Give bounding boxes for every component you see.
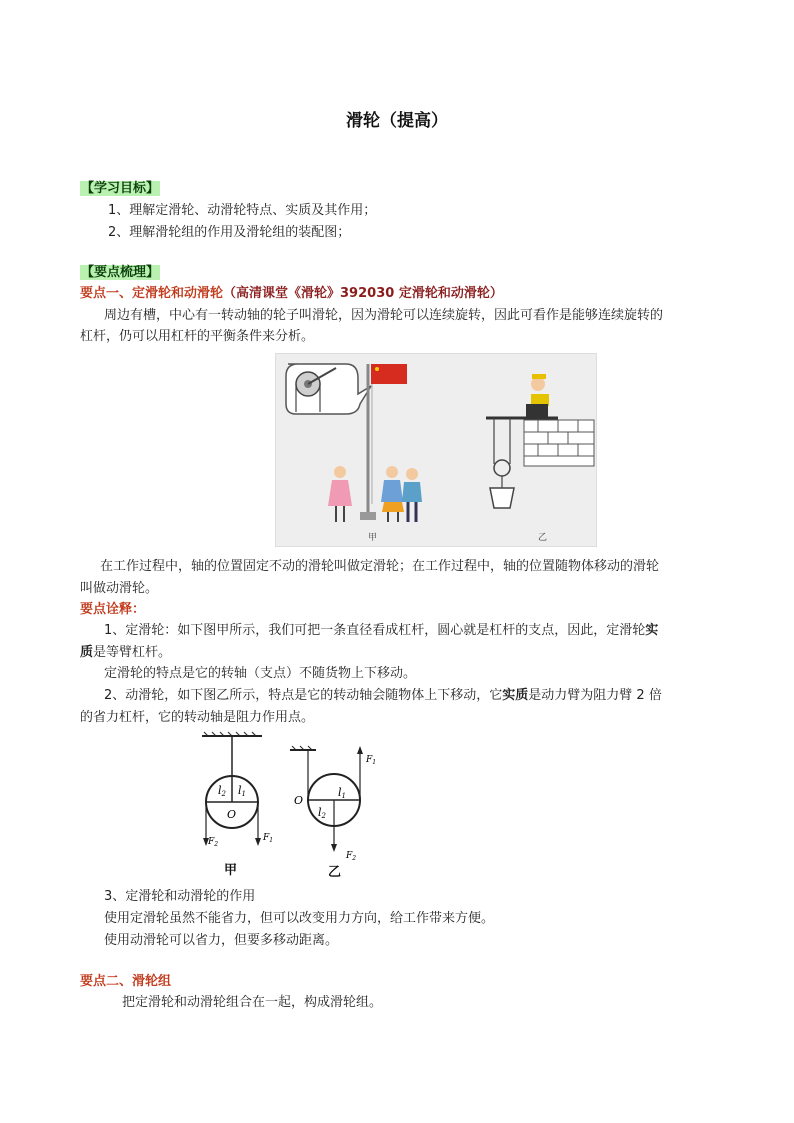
explanation-title: 要点诠释： <box>80 602 146 617</box>
bucket <box>490 488 514 508</box>
section2-title: 要点二、滑轮组 <box>80 974 172 989</box>
worker-scene <box>486 374 594 508</box>
explain-paragraph-2: 定滑轮的特点是它的转轴（支点）不随货物上下移动。 <box>104 666 417 681</box>
explanation-heading <box>80 599 720 621</box>
section1-heading <box>80 283 720 305</box>
illustration-label-left: 甲 <box>368 533 378 543</box>
definition-line-2: 叫做动滑轮。 <box>80 581 159 596</box>
explain-p1-bold-2: 质 <box>80 645 94 660</box>
explain-p1-bold-1: 实 <box>645 623 659 638</box>
section2-text: 把定滑轮和动滑轮组合在一起，构成滑轮组。 <box>122 995 383 1010</box>
definition-line-1: 在工作过程中，轴的位置固定不动的滑轮叫做定滑轮；在工作过程中，轴的位置随物体移动的滑轮 <box>100 559 660 574</box>
force-diagram-svg <box>190 730 390 880</box>
movable-pulley <box>494 460 510 476</box>
svg-text:F2: $F_2$ <box>346 851 357 862</box>
explain-p1-text-end: 是等臂杠杆。 <box>93 645 172 660</box>
svg-text:F1: $F_1$ <box>366 755 377 766</box>
explain-paragraph-3b: 的省力杠杆，它的转动轴是阻力作用点。 <box>80 710 315 725</box>
svg-text:l1: l1 <box>338 786 346 800</box>
svg-text:l2: l2 <box>218 784 226 798</box>
intro-line-1: 周边有槽，中心有一转动轴的轮子叫滑轮，因为滑轮可以连续旋转，因此可看作是能够连续旋转的 <box>104 308 664 323</box>
pulley-illustration-svg <box>276 354 596 546</box>
learning-goals-tag: 【学习目标】 <box>81 181 160 196</box>
illustration-label-right: 乙 <box>538 533 548 543</box>
section1-title: 要点一、定滑轮和动滑轮 <box>80 286 224 301</box>
pulley-usage-illustration <box>275 353 597 547</box>
explain-p3-text-2: 是动力臂为阻力臂 2 倍 <box>528 688 662 703</box>
svg-text:l1: l1 <box>238 784 246 798</box>
svg-text:F2: $F_2$ <box>208 837 219 848</box>
diagram-label-jia: 甲 <box>224 863 238 878</box>
explain-paragraph-1b <box>80 642 720 664</box>
svg-text:F1: $F_1$ <box>263 833 274 844</box>
explain-paragraph-4: 3、定滑轮和动滑轮的作用 <box>104 889 256 904</box>
fixed-pulley-diagram <box>202 732 273 878</box>
movable-pulley-diagram <box>290 746 376 880</box>
key-points-tag: 【要点梳理】 <box>81 265 160 280</box>
explain-paragraph-5: 使用定滑轮虽然不能省力，但可以改变用力方向，给工作带来方便。 <box>104 911 495 926</box>
svg-text:l2: l2 <box>318 806 326 820</box>
explain-paragraph-6: 使用动滑轮可以省力，但要多移动距离。 <box>104 933 339 948</box>
svg-text:O: O <box>294 794 304 807</box>
intro-line-2: 杠杆，仍可以用杠杆的平衡条件来分析。 <box>80 329 315 344</box>
explain-paragraph-3a <box>80 685 744 707</box>
page-title: 滑轮（提高） <box>346 111 448 131</box>
section1-reference: （高清课堂《滑轮》392030 定滑轮和动滑轮） <box>223 286 503 301</box>
explain-p1-text: 1、定滑轮：如下图甲所示，我们可把一条直径看成杠杆，圆心就是杠杆的支点，因此，定滑轮 <box>104 623 646 638</box>
brick-wall <box>524 420 594 466</box>
explain-p3-text: 2、动滑轮，如下图乙所示，特点是它的转动轴会随物体上下移动，它 <box>104 688 503 703</box>
section2-heading <box>80 971 720 993</box>
goal-item-1: 1、理解定滑轮、动滑轮特点、实质及其作用； <box>108 203 377 218</box>
pulley-zoom-bubble <box>286 364 371 414</box>
svg-text:O: O <box>227 808 237 821</box>
key-points-heading <box>80 262 720 284</box>
learning-goals-heading <box>80 178 720 200</box>
diagram-label-yi: 乙 <box>328 865 342 880</box>
explain-paragraph-1a <box>80 620 744 642</box>
explain-p3-bold: 实质 <box>502 688 529 703</box>
goal-item-2: 2、理解滑轮组的作用及滑轮组的装配图； <box>108 225 351 240</box>
flag <box>371 364 407 384</box>
pulley-force-diagrams <box>190 730 390 880</box>
